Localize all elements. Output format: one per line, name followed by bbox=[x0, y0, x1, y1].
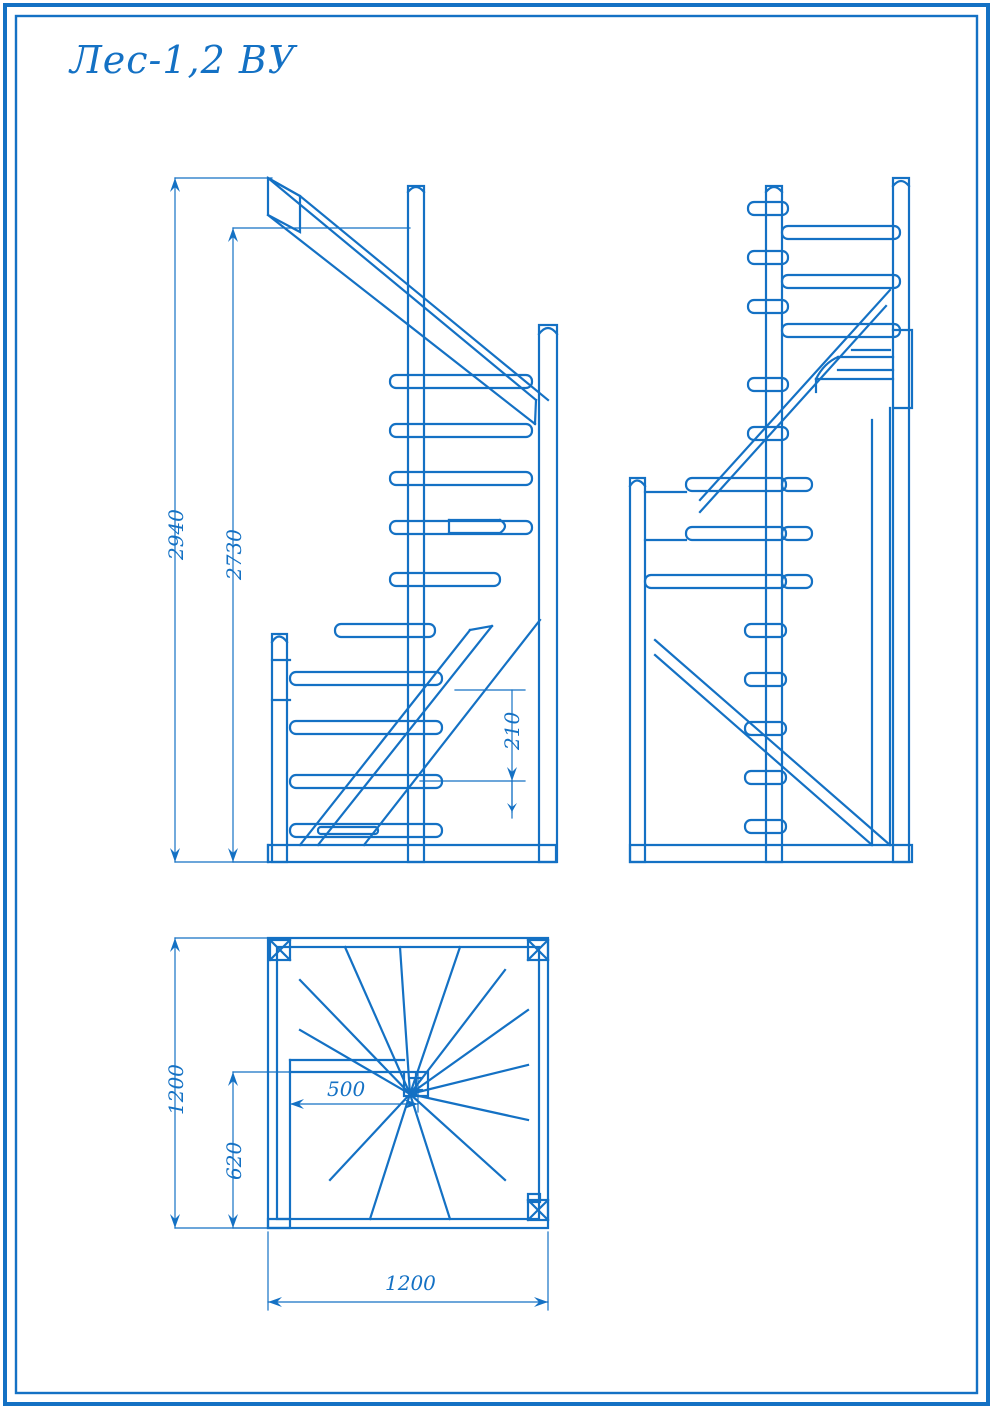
dimension-landing-height: 2730 bbox=[222, 529, 246, 580]
dimension-plan-offset: 620 bbox=[222, 1141, 246, 1180]
plan-view bbox=[170, 938, 548, 1310]
dimension-overall-height: 2940 bbox=[164, 509, 188, 560]
sheet-border bbox=[5, 5, 988, 1404]
dimension-step-rise: 210 bbox=[500, 711, 524, 750]
side-elevation-view bbox=[630, 178, 912, 862]
dimension-plan-depth: 1200 bbox=[164, 1064, 188, 1115]
front-elevation-view bbox=[170, 178, 557, 862]
dimension-plan-width: 1200 bbox=[385, 1271, 436, 1295]
drawing-title: Лес-1,2 ВУ bbox=[70, 38, 297, 82]
dimension-step-run: 500 bbox=[327, 1077, 366, 1101]
